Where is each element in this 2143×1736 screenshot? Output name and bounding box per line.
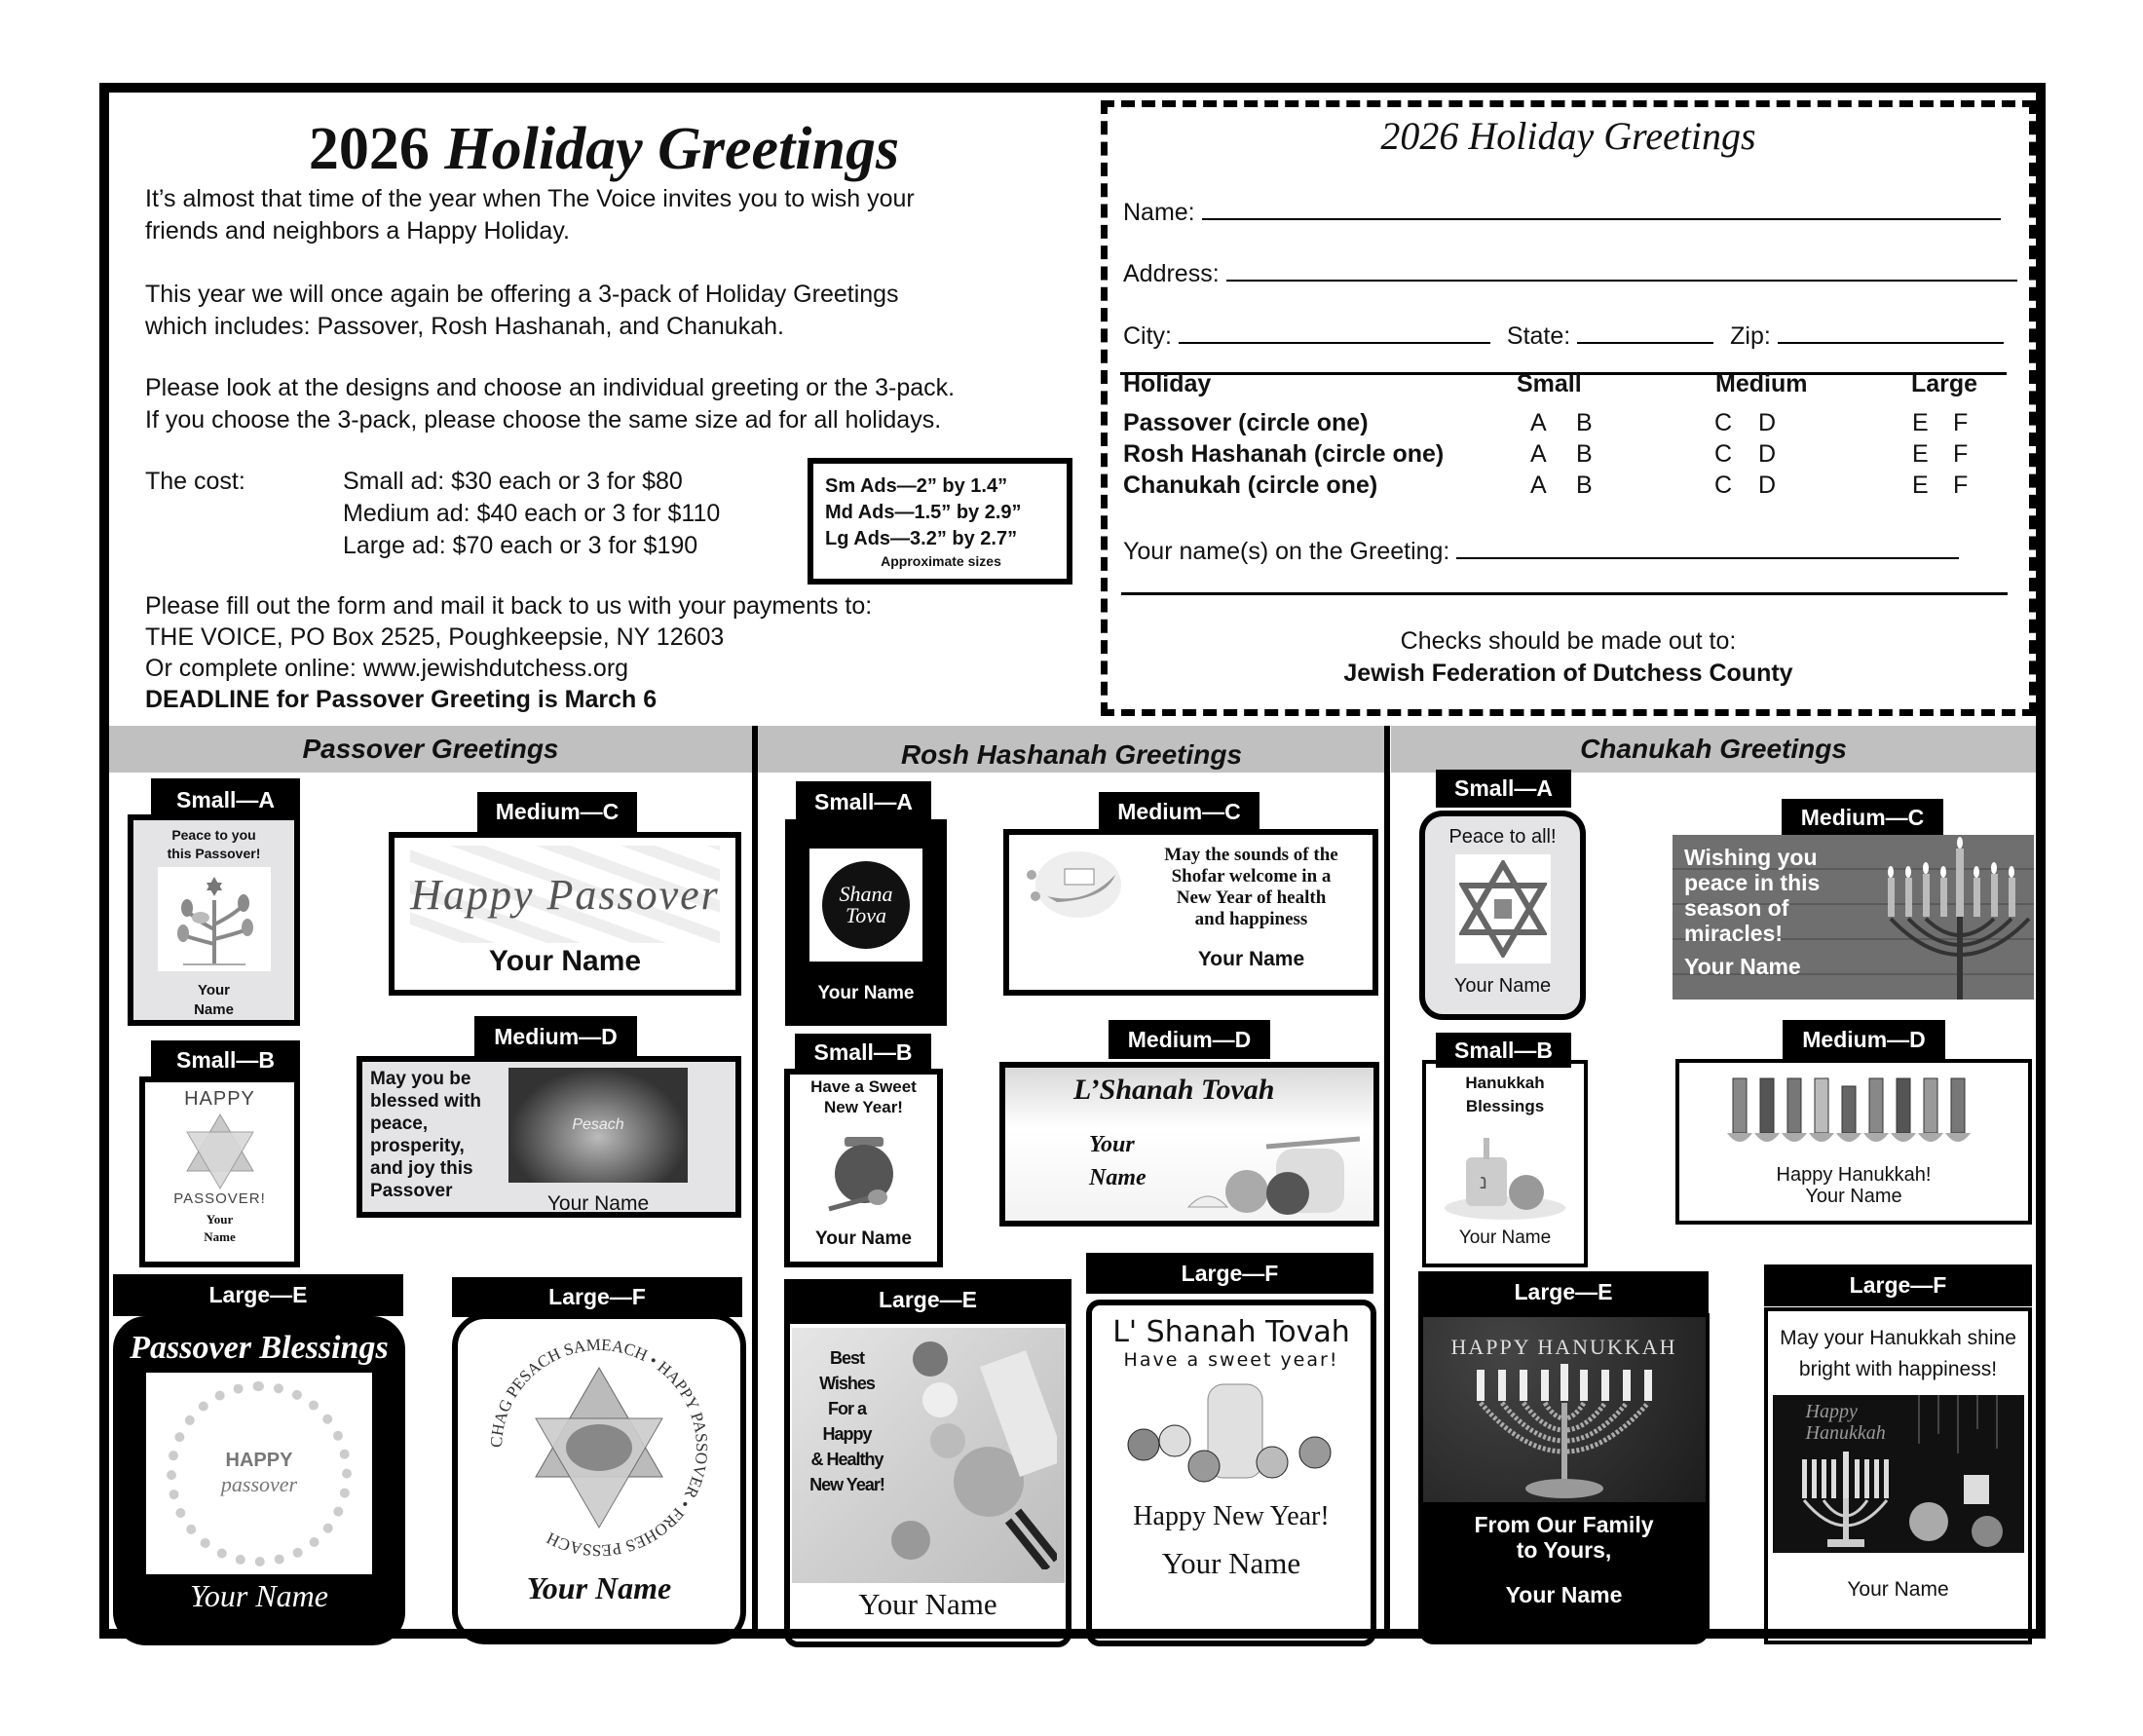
form-title: 2026 Holiday Greetings (1380, 114, 1756, 158)
cost-medium: Medium ad: $40 each or 3 for $110 (343, 500, 721, 527)
chanukah-large-e-label: Large—E (1418, 1271, 1709, 1313)
apples-jar-icon (1114, 1377, 1348, 1493)
card-text-line: Best Wishes (819, 1348, 875, 1393)
card-text-line: prosperity, (370, 1136, 465, 1156)
option-d[interactable]: D (1758, 409, 1777, 436)
checks-payee: Jewish Federation of Dutchess County (1343, 660, 1793, 687)
card-text-line: blessed with (370, 1091, 482, 1112)
cost-list (343, 466, 720, 562)
ad-sizes-box (808, 458, 1072, 585)
name-line: Your (1089, 1132, 1135, 1157)
card-name: Your Name (815, 1228, 912, 1249)
card-text-line: Shofar welcome in a (1171, 866, 1332, 887)
checks-info (1101, 625, 2036, 690)
star-of-david-icon (183, 1113, 257, 1190)
card-name: Your Name (1197, 948, 1305, 970)
address-label: Address: (1123, 260, 1220, 287)
chanukah-large-e-card[interactable] (1418, 1313, 1710, 1644)
chag-pesach-seal (482, 1331, 716, 1565)
col-small: Small (1517, 370, 1582, 397)
card-text-line: season of (1684, 895, 1789, 921)
size-small: Sm Ads—2” by 1.4” (825, 475, 1008, 497)
title-text: Holiday Greetings (444, 116, 900, 182)
torah-scroll-image: Pesach (508, 1068, 688, 1183)
rh-medium-c-label: Medium—C (1099, 792, 1259, 831)
passover-title: Passover Greetings (302, 734, 559, 764)
option-a[interactable]: A (1530, 409, 1547, 436)
rosh-hashanah-title: Rosh Hashanah Greetings (900, 739, 1243, 770)
option-e[interactable]: E (1912, 440, 1929, 468)
holiday-table-photo (792, 1328, 1065, 1583)
order-form (1101, 100, 2036, 716)
art-text: HAPPY (225, 1450, 293, 1471)
card-name: Your Name (817, 983, 915, 1003)
shofar-icon (1018, 846, 1125, 924)
card-heading: Passover Blessings (130, 1330, 389, 1366)
column-divider (1384, 726, 1390, 1639)
rh-medium-d-card[interactable] (999, 1062, 1379, 1227)
chanukah-medium-c-label: Medium—C (1782, 799, 1943, 836)
menorah-dreidel-icon (1773, 1395, 2024, 1553)
page-title (156, 115, 1052, 184)
card-text-line: Blessings (1465, 1097, 1545, 1115)
zip-line[interactable] (1778, 319, 2004, 344)
card-name: Your Name (1453, 975, 1552, 997)
row-holiday: Passover (circle one) (1123, 409, 1369, 436)
card-subheading: Have a sweet year! (1123, 1349, 1339, 1371)
passover-small-a-label: Small—A (151, 778, 300, 821)
passover-medium-d-label: Medium—D (474, 1016, 637, 1057)
art-text: passover (220, 1472, 298, 1496)
address-line[interactable] (1226, 256, 2017, 282)
seal-ring-text: CHAG PESACH SAMEACH • HAPPY PASSOVER • FROHES PESSACH (486, 1335, 712, 1561)
instructions-line: Please look at the designs and choose an individual greeting or the 3-pack. (145, 374, 956, 401)
cost-label: The cost: (145, 468, 245, 495)
row-holiday: Chanukah (circle one) (1123, 472, 1378, 499)
rh-large-e-label: Large—E (784, 1279, 1072, 1320)
rh-large-f-label: Large—F (1086, 1253, 1373, 1294)
greeting-name-line-2[interactable] (1121, 592, 2008, 595)
apples-honey-icon (891, 1336, 1057, 1569)
name-label: Name: (1123, 199, 1195, 226)
tree-icon (166, 871, 263, 968)
nun-glyph: נ (1480, 1172, 1487, 1193)
intro-text (145, 183, 915, 247)
menorah-icon (1878, 835, 2034, 1000)
card-text (1164, 845, 1337, 930)
card-text (1465, 1072, 1544, 1118)
card-right (1130, 835, 1372, 971)
passover-wreath-image (146, 1373, 372, 1574)
candles-icon (1727, 1071, 1980, 1151)
card-name (194, 981, 234, 1020)
honey-pomegranate-icon (1169, 1129, 1364, 1217)
card-name: Your Name (1458, 1227, 1552, 1248)
pack-info-line: which includes: Passover, Rosh Hashanah, and Chanukah. (145, 313, 784, 340)
option-e[interactable]: E (1912, 472, 1929, 499)
pack-info-line: This year we will once again be offering a 3-pack of Holiday Greetings (145, 281, 899, 308)
option-b[interactable]: B (1576, 409, 1593, 436)
name-line: Your (197, 982, 231, 999)
star-of-david-icon (1459, 860, 1547, 958)
card-name (204, 1211, 236, 1246)
tree-of-life-image (158, 867, 271, 971)
card-text-line: From Our Family (1474, 1512, 1654, 1537)
option-a[interactable]: A (1530, 440, 1547, 468)
option-d[interactable]: D (1758, 472, 1777, 499)
card-text-line: May the sounds of the (1164, 845, 1338, 865)
option-b[interactable]: B (1576, 440, 1593, 468)
card-text (1474, 1512, 1653, 1563)
passover-medium-d-card[interactable] (357, 1056, 741, 1218)
city-state-zip (1123, 319, 2004, 351)
greeting-name-label: Your name(s) on the Greeting: (1123, 538, 1450, 565)
city-label: City: (1123, 322, 1172, 350)
card-text-line: Peace to you (171, 827, 256, 843)
option-b[interactable]: B (1576, 472, 1593, 499)
card-name: Your Name (1505, 1582, 1623, 1607)
card-text-line: to Yours, (1516, 1537, 1612, 1563)
greeting-name-line[interactable] (1456, 534, 1959, 559)
card-text-line: peace, (370, 1113, 429, 1134)
rh-small-a-label: Small—A (796, 781, 931, 822)
card-text (362, 1062, 508, 1202)
name-line: Name (204, 1229, 236, 1244)
card-text (810, 1076, 917, 1117)
option-c[interactable]: C (1714, 440, 1733, 468)
instructions-line: If you choose the 3-pack, please choose the same size ad for all holidays. (145, 406, 942, 434)
card-text-line: May your Hanukkah shine (1780, 1327, 2016, 1349)
shana-tova-apple-image (809, 849, 922, 962)
mail-line: Please fill out the form and mail it back to us with your payments to: (145, 592, 873, 620)
shofar-image (1013, 841, 1130, 928)
passover-large-f-label: Large—F (452, 1277, 742, 1317)
card-text-line: and happiness (1194, 909, 1308, 929)
card-text-line: Passover (370, 1181, 453, 1201)
rh-large-f-card[interactable] (1086, 1300, 1376, 1646)
greeting-name-field[interactable] (1123, 534, 1959, 566)
menorah-icon (1467, 1364, 1662, 1500)
rh-medium-c-card[interactable] (1003, 829, 1378, 996)
option-c[interactable]: C (1714, 409, 1733, 436)
card-name: Your Name (488, 945, 642, 977)
name-line: Name (194, 1001, 234, 1018)
chanukah-small-a-label: Small—A (1436, 770, 1571, 808)
passover-small-a-card[interactable] (128, 814, 300, 1026)
card-greeting: Happy New Year! (1133, 1501, 1330, 1531)
card-heading: L' Shanah Tovah (1112, 1315, 1350, 1349)
card-text-line: and joy this (370, 1158, 473, 1179)
col-holiday: Holiday (1123, 370, 1212, 397)
card-text-line: Wishing you (1684, 845, 1818, 870)
rosh-hashanah-header (758, 726, 1385, 773)
option-f[interactable]: F (1953, 409, 1969, 436)
option-d[interactable]: D (1758, 440, 1777, 468)
checks-label: Checks should be made out to: (1400, 627, 1737, 655)
chanukah-header (1391, 726, 2036, 773)
card-text (168, 826, 261, 863)
chanukah-small-b-label: Small—B (1436, 1033, 1571, 1068)
card-text-line: Hanukkah (1465, 1074, 1545, 1092)
seal-star-icon (482, 1331, 716, 1565)
chanukah-medium-c-card[interactable] (1673, 835, 2034, 1000)
dreidel-gelt-icon (1437, 1124, 1573, 1222)
card-name: Your Name (1805, 1186, 1902, 1207)
mail-info (145, 590, 872, 715)
hanukkah-photo (1773, 1395, 2024, 1553)
card-right (508, 1062, 688, 1216)
rh-medium-d-label: Medium—D (1109, 1020, 1270, 1059)
card-name: Your Name (1161, 1546, 1301, 1580)
passover-small-b-card[interactable] (139, 1076, 300, 1267)
happy-passover-art: Happy Passover (410, 846, 720, 943)
chanukah-medium-d-label: Medium—D (1783, 1020, 1945, 1059)
star-dreidel-image (1455, 854, 1551, 963)
size-medium: Md Ads—1.5” by 2.9” (825, 502, 1022, 523)
address-field[interactable] (1123, 256, 2017, 288)
card-name: Your Name (190, 1578, 328, 1613)
card-top-text: HAPPY (184, 1088, 255, 1110)
option-e[interactable]: E (1912, 409, 1929, 436)
option-a[interactable]: A (1530, 472, 1547, 499)
shana-tova-art: Shana Tova (822, 861, 910, 949)
zip-label: Zip: (1730, 322, 1771, 350)
card-name: Your Name (1847, 1578, 1949, 1601)
honey-jar-icon (825, 1131, 903, 1219)
name-line[interactable] (1202, 195, 2001, 220)
mail-address: THE VOICE, PO Box 2525, Poughkeepsie, NY 12603 (145, 623, 725, 651)
instructions (145, 372, 955, 436)
chanukah-small-b-card[interactable] (1422, 1060, 1588, 1267)
col-large: Large (1911, 370, 1978, 397)
cost-large: Large ad: $70 each or 3 for $190 (343, 532, 698, 559)
card-name: Your Name (1684, 954, 1801, 979)
card-text-line: New Year of health (1176, 887, 1327, 908)
name-line: Name (1089, 1165, 1147, 1190)
title-year: 2026 (308, 116, 430, 182)
option-f[interactable]: F (1953, 472, 1969, 499)
rh-small-b-card[interactable] (784, 1069, 943, 1267)
name-field[interactable] (1123, 195, 2001, 227)
card-text-line: New Year! (809, 1475, 884, 1494)
card-text: Peace to all! (1448, 826, 1557, 848)
art-text: HAPPY HANUKKAH (1450, 1335, 1677, 1359)
size-large: Lg Ads—3.2” by 2.7” (825, 528, 1018, 549)
cost-small: Small ad: $30 each or 3 for $80 (343, 468, 683, 495)
intro-line: It’s almost that time of the year when The Voice invites you to wish your (145, 185, 915, 212)
option-f[interactable]: F (1953, 440, 1969, 468)
card-text-line: peace in this (1684, 870, 1821, 895)
card-text-line: this Passover! (167, 846, 261, 861)
art-text-line: Happy (1805, 1401, 1858, 1422)
state-label: State: (1506, 322, 1571, 350)
deadline: DEADLINE for Passover Greeting is March 6 (145, 686, 658, 713)
option-c[interactable]: C (1714, 472, 1733, 499)
card-text-line: May you be (370, 1069, 471, 1089)
passover-large-e-label: Large—E (113, 1274, 403, 1316)
chanukah-title: Chanukah Greetings (1580, 734, 1847, 764)
card-name: Your Name (858, 1587, 997, 1621)
passover-header (109, 726, 752, 773)
passover-large-e-card[interactable] (113, 1316, 405, 1645)
chanukah-large-f-card[interactable] (1764, 1307, 2032, 1644)
card-name (1089, 1128, 1147, 1194)
card-bottom-text: PASSOVER! (173, 1190, 266, 1207)
name-line: Your (206, 1212, 234, 1227)
column-divider (752, 726, 758, 1639)
card-text-line: miracles! (1684, 921, 1784, 946)
passover-medium-c-card[interactable] (389, 832, 741, 996)
rh-small-a-card[interactable] (785, 819, 947, 1026)
art-text-line: Hanukkah (1805, 1422, 1886, 1444)
col-medium: Medium (1715, 370, 1808, 397)
chanukah-large-f-label: Large—F (1764, 1264, 2032, 1306)
rh-small-b-label: Small—B (795, 1034, 931, 1072)
passover-large-f-card[interactable] (452, 1313, 746, 1644)
online-link[interactable]: Or complete online: www.jewishdutchess.org (145, 655, 629, 682)
card-text-line: Have a Sweet (810, 1077, 917, 1096)
state-line[interactable] (1577, 319, 1713, 344)
card-text (1684, 845, 1820, 979)
wreath-art (167, 1381, 352, 1566)
card-name: Your Name (526, 1570, 672, 1605)
card-text (804, 1345, 891, 1497)
rh-large-e-card[interactable] (784, 1318, 1072, 1647)
card-text-line: & Healthy (810, 1450, 884, 1469)
city-line[interactable] (1179, 319, 1490, 344)
menorah-photo (1423, 1317, 1706, 1502)
passover-medium-c-label: Medium—C (477, 792, 637, 832)
pack-info (145, 279, 899, 343)
chanukah-medium-d-card[interactable] (1675, 1059, 2032, 1225)
card-name: Your Name (546, 1192, 650, 1215)
card-text-line: For a Happy (822, 1399, 872, 1444)
card-text-line: New Year! (824, 1098, 903, 1116)
chanukah-small-a-card[interactable] (1419, 811, 1586, 1020)
card-text-line: bright with happiness! (1798, 1358, 1998, 1380)
card-greeting: Happy Hanukkah! (1776, 1164, 1932, 1186)
passover-small-b-label: Small—B (151, 1040, 300, 1079)
row-holiday: Rosh Hashanah (circle one) (1123, 440, 1445, 468)
sizes-note: Approximate sizes (881, 553, 1001, 569)
intro-line: friends and neighbors a Happy Holiday. (145, 217, 570, 245)
card-text (1780, 1323, 2016, 1385)
card-heading: L’Shanah Tovah (1073, 1074, 1275, 1106)
